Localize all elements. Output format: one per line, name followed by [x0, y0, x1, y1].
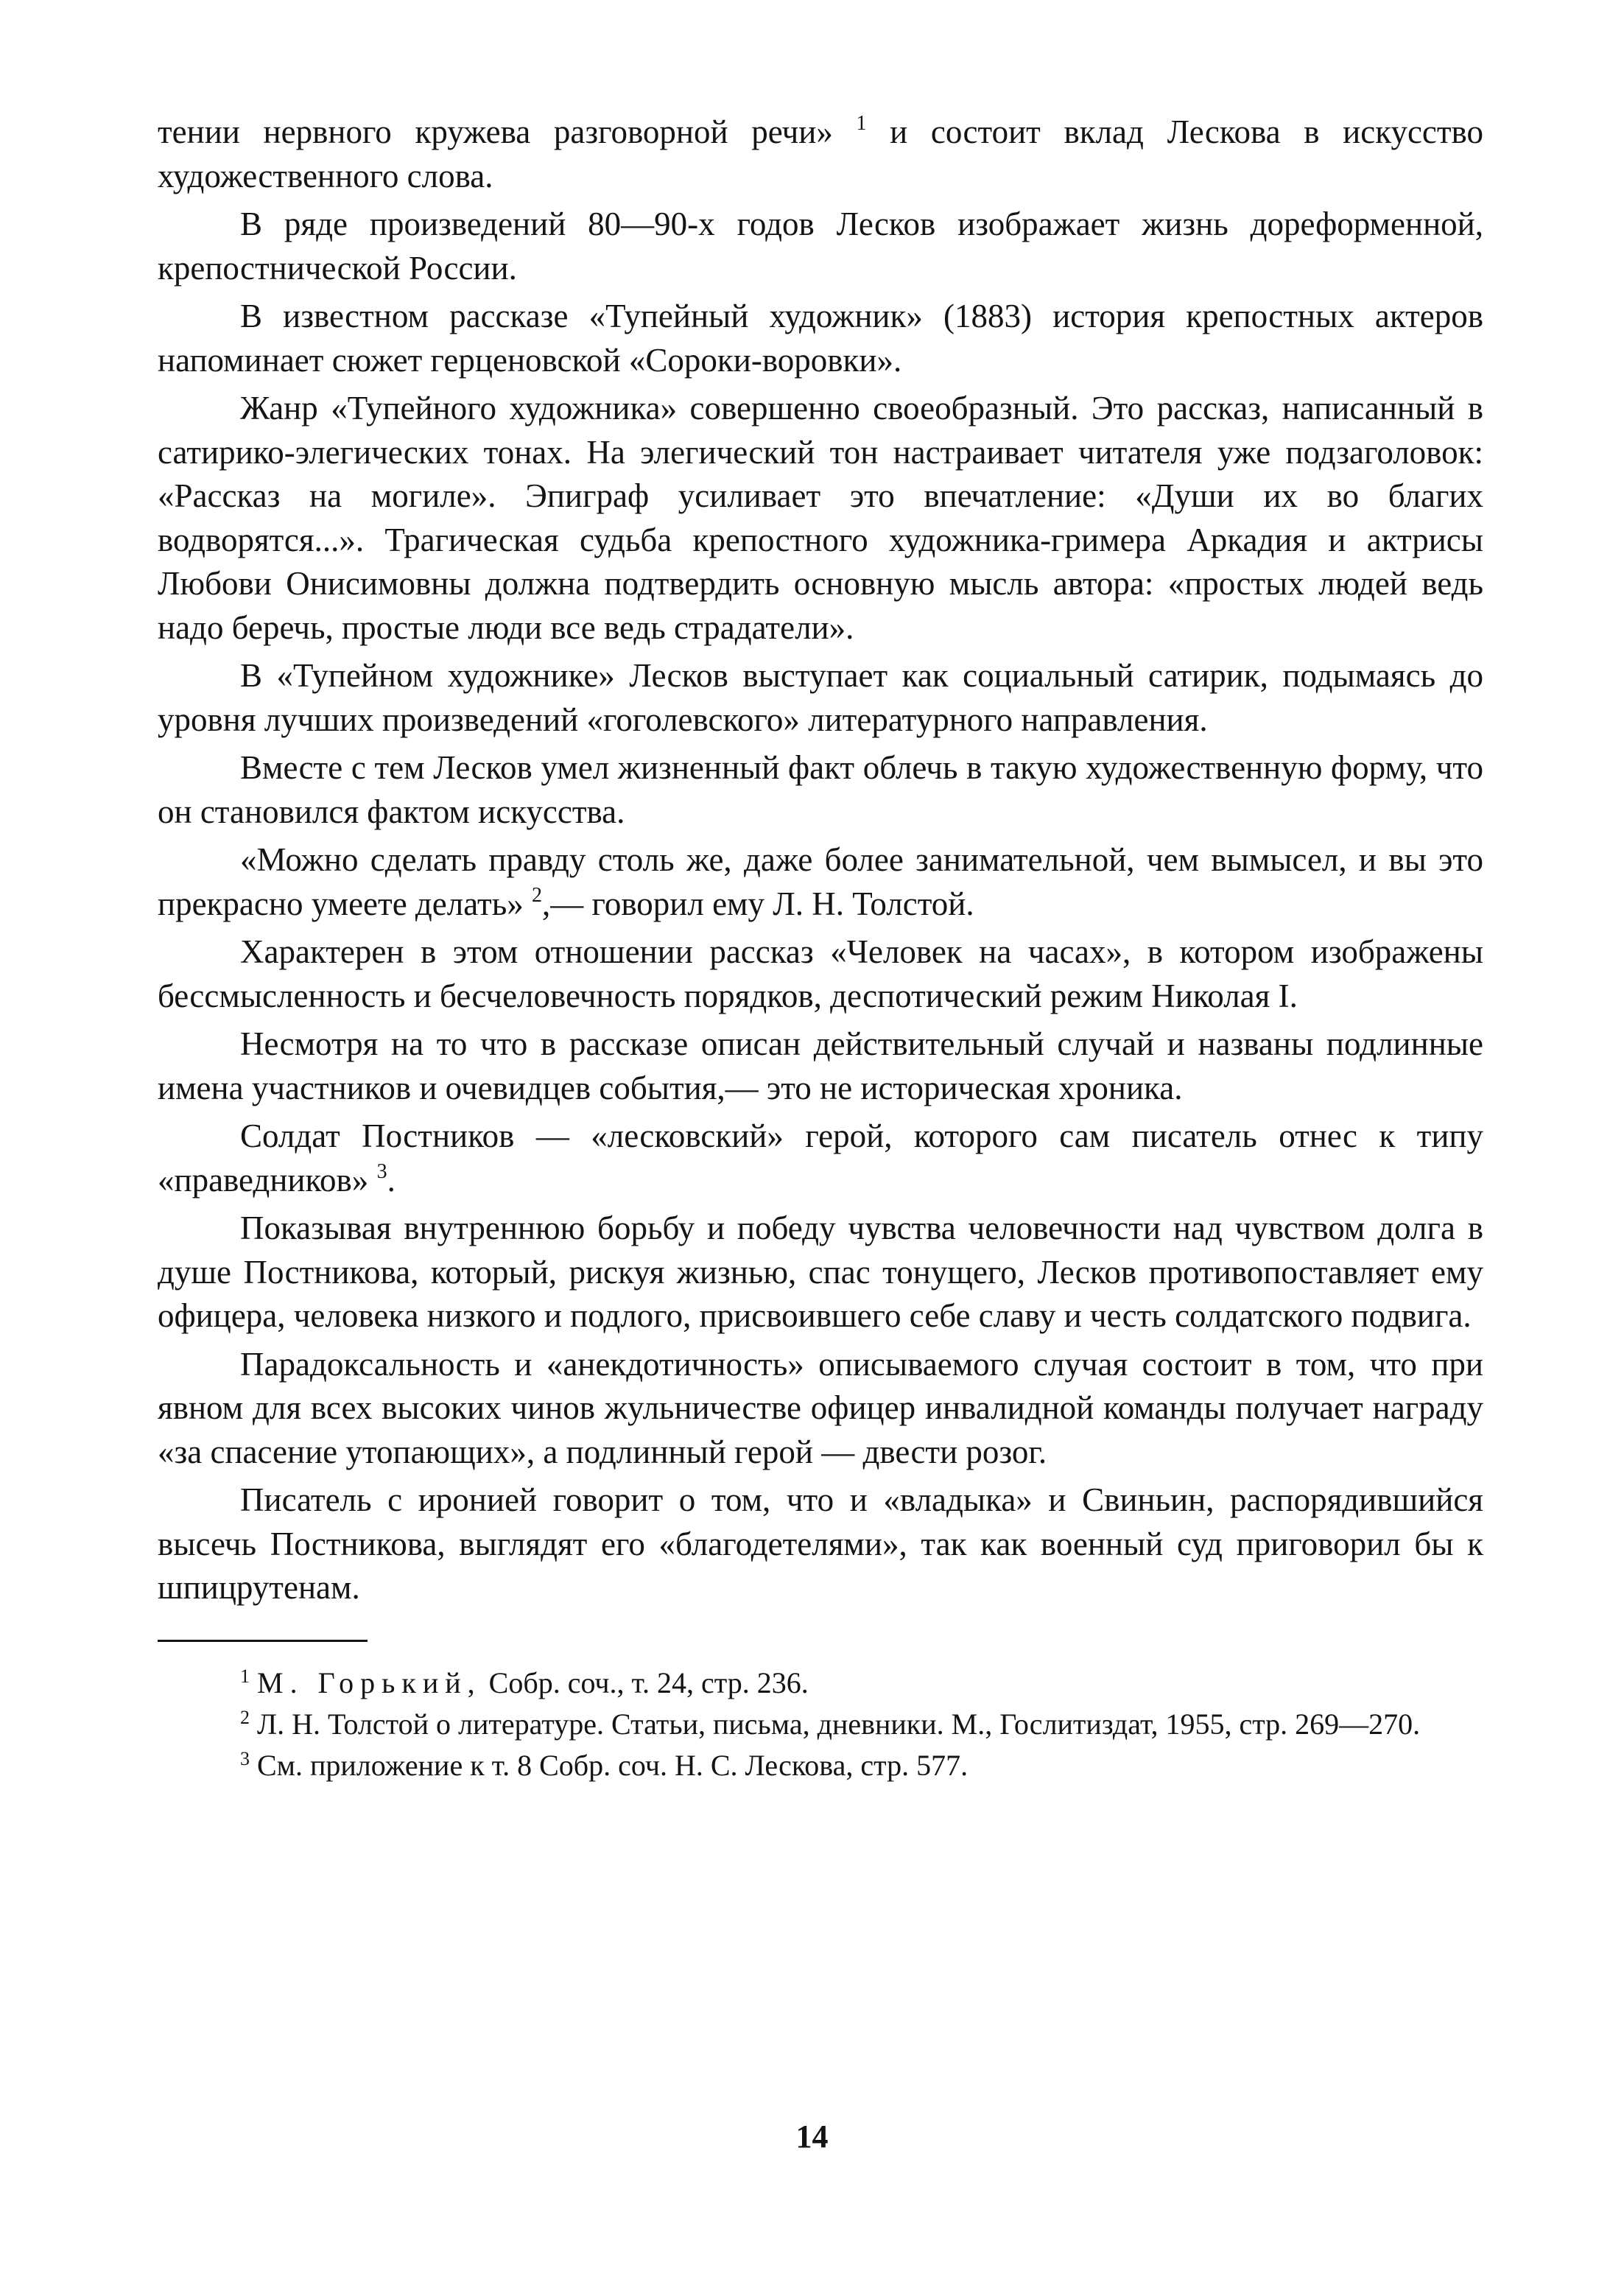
paragraph [158, 1207, 1483, 1338]
footnote [158, 1705, 1483, 1744]
footnote-marker: 3 [240, 1747, 250, 1769]
paragraph-text: и состоит вклад Лескова в искусство художественного слова. [158, 113, 1483, 194]
page-number: 14 [795, 2119, 829, 2155]
footnote-ref: 1 [856, 112, 867, 135]
paragraph-text: «Можно сделать правду столь же, даже более занимательной, чем вымысел, и вы это прекрасно умеете делать» [158, 841, 1483, 922]
paragraph [158, 203, 1483, 290]
paragraph [158, 838, 1483, 926]
paragraph [158, 654, 1483, 742]
footnote-text: Собр. соч., т. 24, стр. 236. [481, 1666, 809, 1699]
paragraph-text: Несмотря на то что в рассказе описан действительный случай и названы подлинные имена участников и очевидцев события,— это не историческая хроника. [158, 1025, 1483, 1106]
paragraph [158, 110, 1483, 198]
footnote-text: Л. Н. Толстой о литературе. Статьи, письма, дневники. М., Гослитиздат, 1955, стр. 269—270. [257, 1707, 1421, 1741]
paragraph-text: В «Тупейном художнике» Лесков выступает как социальный сатирик, подымаясь до уровня лучших произведений «гоголевского» литературного направления. [158, 657, 1483, 738]
paragraph-text: Характерен в этом отношении рассказ «Человек на часах», в котором изображены бессмысленность и бесчеловечность порядков, деспотический режим Николая I. [158, 933, 1483, 1014]
paragraph-text: Писатель с иронией говорит о том, что и «владыка» и Свиньин, распорядившийся высечь Постникова, выглядят его «благодетелями», так как военный суд приговорил бы к шпицрутенам. [158, 1481, 1483, 1606]
paragraph [158, 387, 1483, 650]
footnote-author: М. Горький, [257, 1666, 482, 1699]
paragraph-text: тении нервного кружева разговорной речи» [158, 113, 857, 150]
footnote-marker: 2 [240, 1706, 250, 1728]
paragraph-text: Жанр «Тупейного художника» совершенно своеобразный. Это рассказ, написанный в сатирико-элегических тонах. На элегический тон настраивает читателя уже подзаголовок: «Рассказ на могиле». Эпиграф усиливает это впечатление: «Души их во благих водворятся...». Трагическая судьба крепостного художника-гримера Аркадия и актрисы Любови Онисимовны должна подтвердить основную мысль автора: «простых людей ведь надо беречь, простые люди все ведь страдатели». [158, 390, 1483, 646]
paragraph-text: . [387, 1161, 396, 1198]
paragraph-text: Солдат Постников — «лесковский» герой, которого сам писатель отнес к типу «праведников» [158, 1117, 1483, 1198]
footnote-text: См. приложение к т. 8 Собр. соч. Н. С. Лескова, стр. 577. [257, 1748, 969, 1782]
paragraph-text: Парадоксальность и «анекдотичность» описываемого случая состоит в том, что при явном для всех высоких чинов жульничестве офицер инвалидной команды получает награду «за спасение утопающих», а подлинный герой — двести розог. [158, 1345, 1483, 1470]
footnote-ref: 2 [532, 883, 542, 907]
paragraph [158, 1343, 1483, 1475]
paragraph-text: Показывая внутреннюю борьбу и победу чувства человечности над чувством долга в душе Постникова, который, рискуя жизнью, спас тонущего, Лесков противопоставляет ему офицера, человека низкого и подлого, присвоившего себе славу и честь солдатского подвига. [158, 1210, 1483, 1334]
paragraph [158, 1115, 1483, 1202]
paragraph-text: В ряде произведений 80—90-х годов Лесков изображает жизнь дореформенной, крепостнической России. [158, 206, 1483, 287]
paragraph [158, 295, 1483, 382]
footnote [158, 1664, 1483, 1702]
main-text [158, 110, 1483, 1610]
paragraph [158, 930, 1483, 1018]
paragraph [158, 1022, 1483, 1110]
footnote [158, 1747, 1483, 1785]
footnote-separator [158, 1640, 368, 1642]
paragraph-text: ,— говорил ему Л. Н. Толстой. [542, 885, 974, 922]
footnotes [158, 1664, 1483, 1785]
paragraph-text: Вместе с тем Лесков умел жизненный факт облечь в такую художественную форму, что он становился фактом искусства. [158, 749, 1483, 830]
paragraph-text: В известном рассказе «Тупейный художник» (1883) история крепостных актеров напоминает сюжет герценовской «Сороки-воровки». [158, 298, 1483, 379]
book-page [158, 110, 1483, 1788]
paragraph [158, 1478, 1483, 1610]
footnote-ref: 3 [376, 1159, 387, 1183]
paragraph [158, 746, 1483, 834]
footnote-marker: 1 [240, 1665, 250, 1687]
